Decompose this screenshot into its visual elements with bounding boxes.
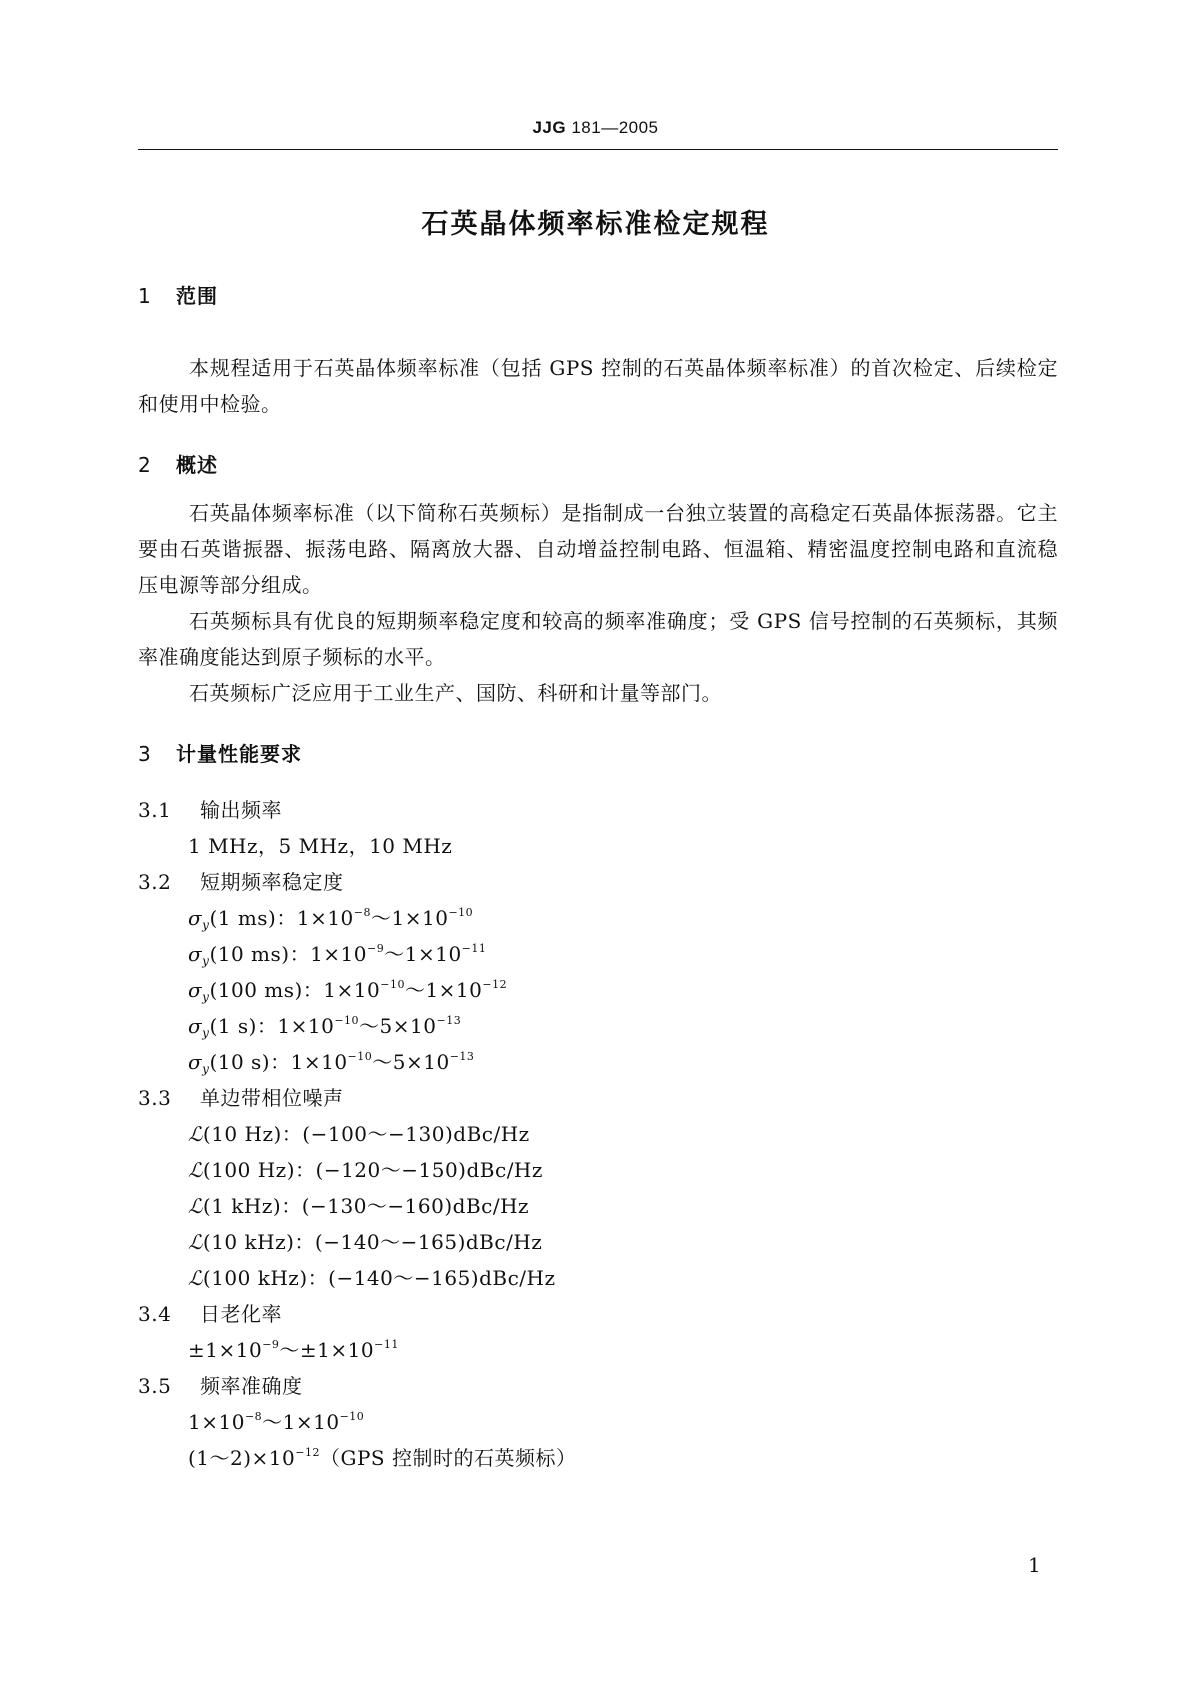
sigma-subscript: y	[202, 1026, 210, 1040]
script-l-symbol: ℒ	[188, 1266, 203, 1290]
header-rule	[138, 149, 1058, 150]
sigma-subscript: y	[202, 918, 210, 932]
subsection-title: 日老化率	[200, 1302, 282, 1326]
subsection-title: 单边带相位噪声	[200, 1086, 344, 1110]
subsection-title: 输出频率	[200, 798, 282, 822]
exponent: −13	[449, 1050, 475, 1063]
document-title: 石英晶体频率标准检定规程	[421, 209, 770, 240]
sigma-symbol: σ	[188, 978, 203, 1002]
accuracy-row	[188, 1406, 364, 1435]
paragraph-overview-1: 石英晶体频率标准（以下简称石英频标）是指制成一台独立装置的高稳定石英晶体振荡器。它主要由石英谐振器、振荡电路、隔离放大器、自动增益控制电路、恒温箱、精密温度控制电路和直流稳压电源等部分组成。	[138, 501, 1058, 597]
script-l-symbol: ℒ	[188, 1158, 203, 1182]
stability-mid: ～1×10	[384, 942, 462, 966]
subsection-frequency-accuracy	[138, 1370, 303, 1399]
phase-noise-row	[188, 1154, 543, 1183]
phase-noise-row	[188, 1190, 529, 1219]
subsection-phase-noise	[138, 1082, 344, 1111]
exponent: −11	[374, 1338, 399, 1351]
output-frequency-values: 1 MHz，5 MHz，10 MHz	[188, 834, 453, 858]
subsection-number: 3.1	[138, 798, 172, 822]
stability-row	[188, 974, 507, 1003]
phase-noise-value: (100 kHz)：(−140～−165)dBc/Hz	[202, 1266, 556, 1290]
section-title: 范围	[176, 284, 218, 308]
subsection-number: 3.3	[138, 1086, 172, 1110]
aging-rate-value	[188, 1334, 399, 1363]
standard-code-number: 181—2005	[566, 118, 659, 137]
stability-arg: (10 s)：1×10	[209, 1050, 348, 1074]
accuracy-a: 1×10	[188, 1410, 245, 1434]
stability-row	[188, 938, 486, 967]
section-number: 3	[138, 742, 152, 766]
paragraph-scope: 本规程适用于石英晶体频率标准（包括 GPS 控制的石英晶体频率标准）的首次检定、后续检定和使用中检验。	[138, 356, 1058, 416]
section-heading-scope	[138, 280, 218, 309]
script-l-symbol: ℒ	[188, 1194, 203, 1218]
phase-noise-row	[188, 1118, 530, 1147]
exponent: −9	[367, 942, 385, 955]
stability-mid: ～5×10	[372, 1050, 450, 1074]
exponent: −8	[244, 1410, 263, 1423]
stability-row	[188, 1010, 461, 1039]
exponent: −10	[339, 1410, 365, 1423]
exponent: −10	[347, 1050, 373, 1063]
exponent: −10	[448, 906, 474, 919]
section-title: 概述	[176, 453, 218, 477]
accuracy-mid: ～1×10	[262, 1410, 340, 1434]
subsection-number: 3.2	[138, 870, 172, 894]
section-heading-metrology	[138, 738, 302, 767]
standard-code-prefix: JJG	[532, 118, 567, 137]
sigma-subscript: y	[202, 990, 210, 1004]
section-number: 2	[138, 453, 152, 477]
stability-arg: (10 ms)：1×10	[209, 942, 368, 966]
accuracy-row	[188, 1442, 576, 1471]
phase-noise-row	[188, 1262, 556, 1291]
phase-noise-row	[188, 1226, 542, 1255]
sigma-symbol: σ	[188, 1050, 203, 1074]
phase-noise-value: (10 kHz)：(−140～−165)dBc/Hz	[202, 1230, 543, 1254]
stability-mid: ～1×10	[371, 906, 449, 930]
sigma-symbol: σ	[188, 906, 203, 930]
exponent: −11	[461, 942, 487, 955]
script-l-symbol: ℒ	[188, 1122, 203, 1146]
stability-arg: (1 s)：1×10	[209, 1014, 335, 1038]
section-number: 1	[138, 284, 152, 308]
accuracy-note: （GPS 控制时的石英频标）	[319, 1446, 577, 1470]
stability-row	[188, 1046, 474, 1075]
exponent: −12	[295, 1446, 320, 1459]
sigma-symbol: σ	[188, 942, 203, 966]
page-header	[0, 118, 1191, 138]
phase-noise-value: (10 Hz)：(−100～−130)dBc/Hz	[202, 1122, 530, 1146]
subsection-number: 3.4	[138, 1302, 172, 1326]
stability-row	[188, 902, 473, 931]
sigma-subscript: y	[202, 954, 210, 968]
subsection-output-frequency	[138, 794, 282, 823]
exponent: −10	[334, 1014, 360, 1027]
subsection-aging-rate	[138, 1298, 282, 1327]
phase-noise-value: (100 Hz)：(−120～−150)dBc/Hz	[202, 1158, 543, 1182]
accuracy-a: (1～2)×10	[188, 1446, 296, 1470]
page-number: 1	[1028, 1553, 1041, 1577]
exponent: −13	[436, 1014, 462, 1027]
section-title: 计量性能要求	[176, 742, 302, 766]
paragraph-overview-3: 石英频标广泛应用于工业生产、国防、科研和计量等部门。	[189, 681, 722, 705]
stability-mid: ～1×10	[404, 978, 483, 1002]
stability-mid: ～5×10	[359, 1014, 437, 1038]
sigma-symbol: σ	[188, 1014, 203, 1038]
stability-arg: (1 ms)：1×10	[209, 906, 354, 930]
subsection-number: 3.5	[138, 1374, 172, 1398]
subsection-title: 短期频率稳定度	[200, 870, 344, 894]
subsection-title: 频率准确度	[200, 1374, 303, 1398]
aging-mid: ～±1×10	[279, 1338, 375, 1362]
stability-arg: (100 ms)：1×10	[209, 978, 381, 1002]
phase-noise-value: (1 kHz)：(−130～−160)dBc/Hz	[202, 1194, 530, 1218]
exponent: −8	[353, 906, 372, 919]
exponent: −10	[380, 978, 405, 991]
exponent: −9	[262, 1338, 280, 1351]
section-heading-overview	[138, 449, 218, 478]
paragraph-overview-2: 石英频标具有优良的短期频率稳定度和较高的频率准确度；受 GPS 信号控制的石英频标，其频率准确度能达到原子频标的水平。	[138, 609, 1058, 669]
sigma-subscript: y	[202, 1062, 210, 1076]
exponent: −12	[482, 978, 508, 991]
aging-a: ±1×10	[188, 1338, 263, 1362]
subsection-short-term-stability	[138, 866, 344, 895]
script-l-symbol: ℒ	[188, 1230, 203, 1254]
